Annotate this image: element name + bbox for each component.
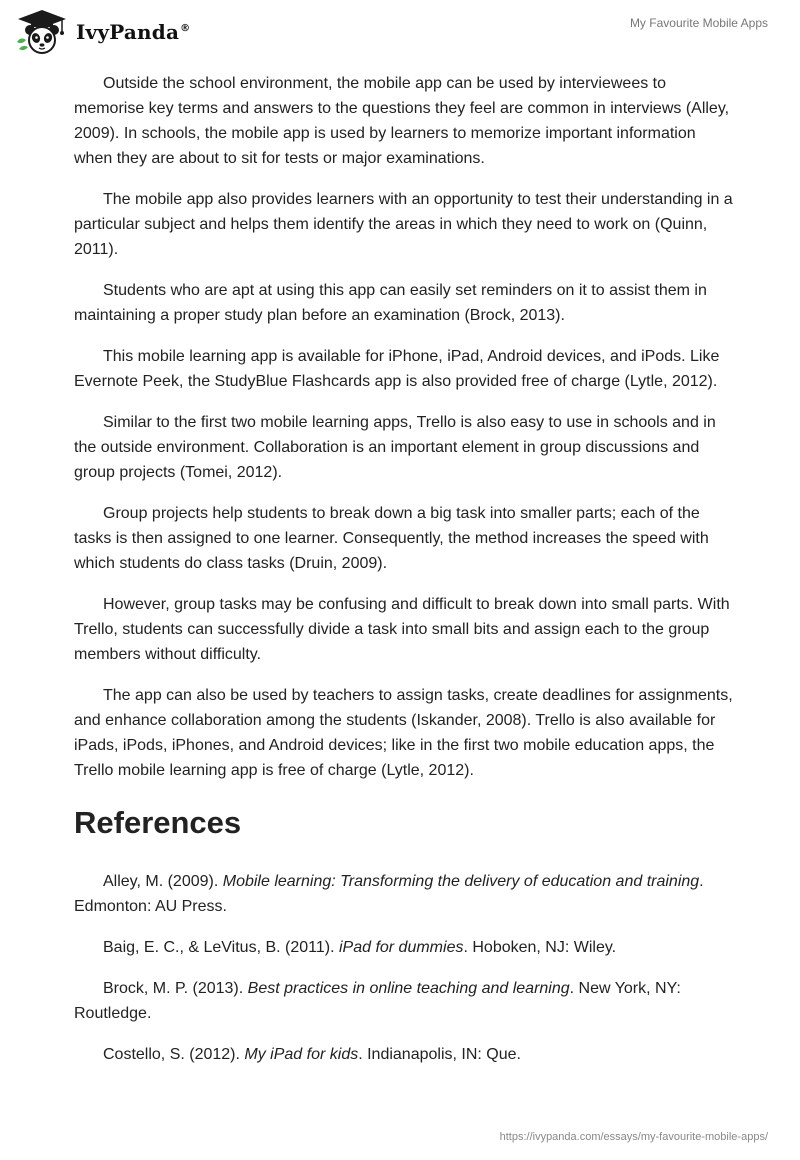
brand-name: IvyPanda® [76, 20, 191, 44]
reference-title: Best practices in online teaching and learning [247, 980, 570, 997]
reference-authors: Brock, M. P. (2013). [103, 980, 248, 997]
paragraph: This mobile learning app is available for iPhone, iPad, Android devices, and iPods. Like Evernote Peek, the StudyBlue Flashcards app is also provided free of charge (Lytle, 2012). [74, 348, 720, 390]
reference-title: My iPad for kids [244, 1046, 359, 1063]
reference-publisher: . Indianapolis, IN: Que. [358, 1046, 521, 1063]
paragraph: Group projects help students to break down a big task into smaller parts; each of the tasks is then assigned to one learner. Consequently, the method increases the speed with which students do class tasks (Druin, 2009). [74, 505, 709, 572]
reference-title: Mobile learning: Transforming the delivery of education and training [222, 873, 700, 890]
references-heading: References [74, 805, 242, 840]
ivypanda-logo[interactable] [14, 8, 190, 56]
page-header [0, 0, 800, 62]
panda-graduate-icon [14, 8, 70, 56]
reference-title: iPad for dummies [338, 939, 464, 956]
reference-publisher: . New York, NY: Routledge. [74, 980, 681, 1022]
source-url-link[interactable]: https://ivypanda.com/essays/my-favourite-mobile-apps/ [499, 1131, 768, 1143]
reference-publisher: . Edmonton: AU Press. [74, 873, 704, 915]
paragraph: Outside the school environment, the mobile app can be used by interviewees to memorise key terms and answers to the questions they feel are common in interviews (Alley, 2009). In schools, the mobile app is used by learners to memorize important information when they are about to sit for tests or major examinations. [74, 75, 730, 167]
essay-body [74, 71, 734, 1083]
paragraph: The mobile app also provides learners with an opportunity to test their understanding in a particular subject and helps them identify the areas in which they need to work on (Quinn, 2011). [74, 191, 733, 258]
reference-entry [74, 869, 734, 919]
reference-entry [74, 935, 734, 960]
document-title: My Favourite Mobile Apps [629, 16, 768, 30]
reference-authors: Baig, E. C., & LeVitus, B. (2011). [103, 939, 339, 956]
reference-entry [74, 1042, 734, 1067]
registered-mark: ® [180, 23, 191, 35]
paragraph: However, group tasks may be confusing and difficult to break down into small parts. With Trello, students can successfully divide a task into small bits and assign each to the group members without difficulty. [74, 596, 730, 663]
reference-publisher: . Hoboken, NJ: Wiley. [463, 939, 617, 956]
reference-entry [74, 976, 734, 1026]
paragraph: The app can also be used by teachers to assign tasks, create deadlines for assignments, and enhance collaboration among the students (Iskander, 2008). Trello is also available for iPads, iPods, iPhones, and Android devices; like in the first two mobile education apps, the Trello mobile learning app is free of charge (Lytle, 2012). [74, 687, 733, 779]
paragraph: Similar to the first two mobile learning apps, Trello is also easy to use in schools and in the outside environment. Collaboration is an important element in group discussions and group projects (Tomei, 2012). [74, 414, 716, 481]
reference-authors: Costello, S. (2012). [103, 1046, 245, 1063]
reference-authors: Alley, M. (2009). [103, 873, 223, 890]
paragraph: Students who are apt at using this app can easily set reminders on it to assist them in maintaining a proper study plan before an examination (Brock, 2013). [74, 282, 707, 324]
